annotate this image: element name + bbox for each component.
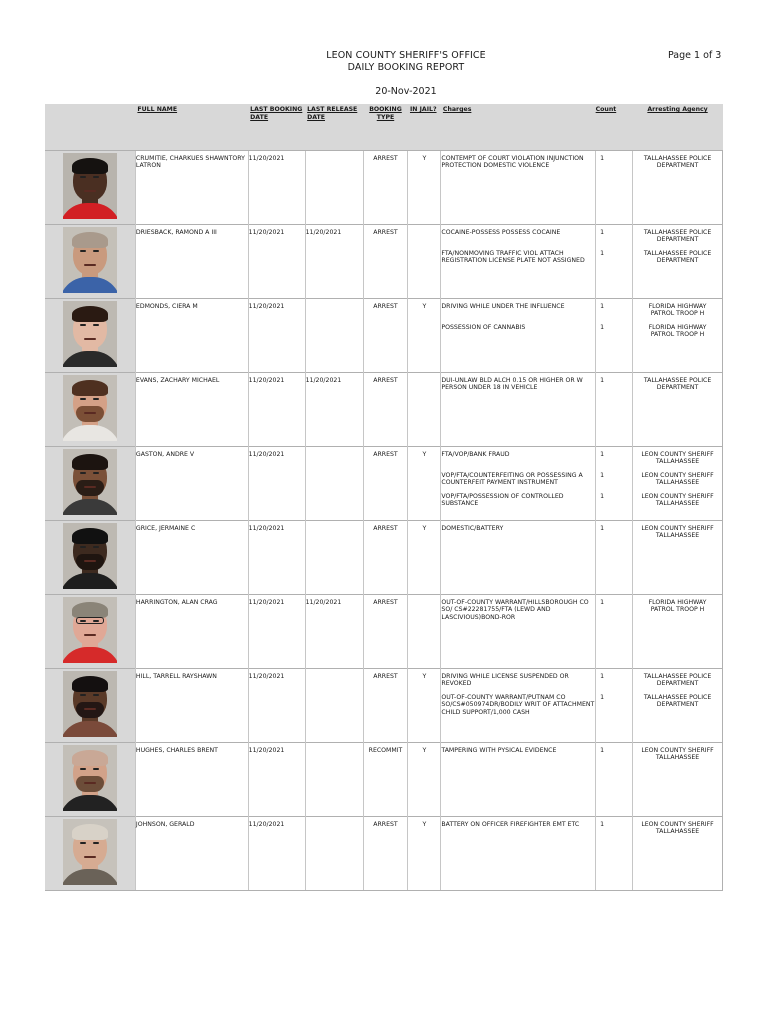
in-jail — [408, 225, 441, 299]
table-row — [45, 299, 723, 373]
charges-cell — [441, 743, 596, 817]
table-row — [45, 225, 723, 299]
table-row — [45, 447, 723, 521]
in-jail: Y — [408, 817, 441, 891]
charges-cell — [441, 669, 596, 743]
arresting-agency: LEON COUNTY SHERIFF TALLAHASSEE — [641, 747, 714, 762]
col-full-name: FULL NAME — [135, 104, 248, 151]
charge-text: OUT-OF-COUNTY WARRANT/HILLSBOROUGH CO SO/ CS#22281755/FTA (LEWD AND LASCIVIOUS)BOND-ROR — [441, 599, 589, 621]
charge-text: POSSESSION OF CANNABIS — [441, 324, 526, 331]
arresting-agency: FLORIDA HIGHWAY PATROL TROOP H — [648, 599, 707, 614]
in-jail: Y — [408, 151, 441, 225]
col-last-release-date: LAST RELEASE DATE — [305, 104, 363, 151]
mugshot-photo — [63, 375, 117, 441]
photo-column-header — [45, 104, 135, 151]
in-jail: Y — [408, 669, 441, 743]
photo-cell — [45, 447, 135, 521]
photo-cell — [45, 299, 135, 373]
report-name: DAILY BOOKING REPORT — [347, 62, 465, 73]
charge-count: 1 — [600, 747, 605, 754]
col-arresting-agency: Arresting Agency — [633, 104, 723, 151]
arresting-agency: LEON COUNTY SHERIFF TALLAHASSEE — [641, 493, 714, 508]
last-booking-date: 11/20/2021 — [248, 595, 305, 669]
charges-cell — [441, 151, 596, 225]
charge-count: 1 — [600, 673, 605, 680]
booking-type: ARREST — [363, 299, 408, 373]
charge-text: FTA/VOP/BANK FRAUD — [441, 451, 510, 458]
arresting-agency: FLORIDA HIGHWAY PATROL TROOP H — [648, 303, 707, 318]
mugshot-photo — [63, 523, 117, 589]
arresting-agency: LEON COUNTY SHERIFF TALLAHASSEE — [641, 525, 714, 540]
charge-count: 1 — [600, 377, 605, 384]
charge-text: CONTEMPT OF COURT VIOLATION INJUNCTION PROTECTION DOMESTIC VIOLENCE — [441, 155, 584, 170]
col-booking-type: BOOKING TYPE — [363, 104, 408, 151]
arresting-agency: TALLAHASSEE POLICE DEPARTMENT — [643, 673, 712, 688]
charge-text: DUI-UNLAW BLD ALCH 0.15 OR HIGHER OR W PERSON UNDER 18 IN VEHICLE — [441, 377, 583, 392]
count-cell — [596, 299, 633, 373]
full-name: GRICE, JERMAINE C — [135, 521, 248, 595]
booking-type: ARREST — [363, 373, 408, 447]
booking-type: ARREST — [363, 595, 408, 669]
photo-cell — [45, 669, 135, 743]
last-booking-date: 11/20/2021 — [248, 225, 305, 299]
arresting-agency: LEON COUNTY SHERIFF TALLAHASSEE — [641, 451, 714, 466]
charge-count: 1 — [600, 525, 605, 532]
mugshot-photo — [63, 153, 117, 219]
photo-cell — [45, 743, 135, 817]
count-cell — [596, 373, 633, 447]
last-booking-date: 11/20/2021 — [248, 373, 305, 447]
charges-cell — [441, 225, 596, 299]
table-row — [45, 373, 723, 447]
booking-type: ARREST — [363, 521, 408, 595]
photo-cell — [45, 151, 135, 225]
col-count: Count — [596, 104, 633, 151]
charge-count: 1 — [600, 155, 605, 162]
full-name: JOHNSON, GERALD — [135, 817, 248, 891]
arresting-agency: TALLAHASSEE POLICE DEPARTMENT — [643, 694, 712, 709]
charge-text: DRIVING WHILE LICENSE SUSPENDED OR REVOKED — [441, 673, 569, 688]
charge-count: 1 — [600, 250, 605, 257]
mugshot-photo — [63, 597, 117, 663]
count-cell — [596, 447, 633, 521]
booking-type: ARREST — [363, 225, 408, 299]
table-row — [45, 595, 723, 669]
photo-cell — [45, 817, 135, 891]
full-name: EDMONDS, CIERA M — [135, 299, 248, 373]
mugshot-photo — [63, 819, 117, 885]
agency-cell — [633, 225, 723, 299]
mugshot-photo — [63, 671, 117, 737]
charges-cell — [441, 817, 596, 891]
arresting-agency: LEON COUNTY SHERIFF TALLAHASSEE — [641, 472, 714, 487]
charges-cell — [441, 447, 596, 521]
charge-text: TAMPERING WITH PYSICAL EVIDENCE — [441, 747, 557, 754]
photo-cell — [45, 373, 135, 447]
charge-count: 1 — [600, 599, 605, 606]
arresting-agency: LEON COUNTY SHERIFF TALLAHASSEE — [641, 821, 714, 836]
arresting-agency: FLORIDA HIGHWAY PATROL TROOP H — [648, 324, 707, 339]
charge-text: OUT-OF-COUNTY WARRANT/PUTNAM CO SO/CS#050974DR/BODILY WRIT OF ATTACHMENT CHILD SUPPORT/1,000 CASH — [441, 694, 595, 716]
charge-count: 1 — [600, 493, 605, 500]
col-last-booking-date: LAST BOOKING DATE — [248, 104, 305, 151]
arresting-agency: TALLAHASSEE POLICE DEPARTMENT — [643, 377, 712, 392]
table-row — [45, 521, 723, 595]
full-name: CRUMITIE, CHARKUES SHAWNTORY LATRON — [135, 151, 248, 225]
photo-cell — [45, 225, 135, 299]
full-name: HUGHES, CHARLES BRENT — [135, 743, 248, 817]
agency-cell — [633, 817, 723, 891]
charge-count: 1 — [600, 303, 605, 310]
table-row — [45, 151, 723, 225]
charge-count: 1 — [600, 451, 605, 458]
office-name: LEON COUNTY SHERIFF'S OFFICE — [326, 50, 486, 61]
agency-cell — [633, 669, 723, 743]
agency-cell — [633, 521, 723, 595]
table-row — [45, 817, 723, 891]
count-cell — [596, 669, 633, 743]
in-jail — [408, 373, 441, 447]
count-cell — [596, 595, 633, 669]
in-jail: Y — [408, 447, 441, 521]
photo-cell — [45, 521, 135, 595]
charge-text: COCAINE-POSSESS POSSESS COCAINE — [441, 229, 561, 236]
last-release-date — [305, 447, 363, 521]
mugshot-photo — [63, 301, 117, 367]
arresting-agency: TALLAHASSEE POLICE DEPARTMENT — [643, 250, 712, 265]
table-header — [45, 104, 723, 151]
last-booking-date: 11/20/2021 — [248, 521, 305, 595]
charge-count: 1 — [600, 821, 605, 828]
charge-text: VOP/FTA/COUNTERFEITING OR POSSESSING A COUNTERFEIT PAYMENT INSTRUMENT — [441, 472, 583, 487]
booking-type: ARREST — [363, 669, 408, 743]
last-release-date — [305, 521, 363, 595]
count-cell — [596, 225, 633, 299]
charges-cell — [441, 595, 596, 669]
last-booking-date: 11/20/2021 — [248, 743, 305, 817]
col-in-jail: IN JAIL? — [408, 104, 441, 151]
last-booking-date: 11/20/2021 — [248, 447, 305, 521]
last-booking-date: 11/20/2021 — [248, 299, 305, 373]
agency-cell — [633, 299, 723, 373]
agency-cell — [633, 595, 723, 669]
last-release-date: 11/20/2021 — [305, 373, 363, 447]
charge-text: BATTERY ON OFFICER FIREFIGHTER EMT ETC — [441, 821, 580, 828]
last-booking-date: 11/20/2021 — [248, 817, 305, 891]
agency-cell — [633, 447, 723, 521]
report-date: 20-Nov-2021 — [375, 86, 437, 97]
last-release-date — [305, 669, 363, 743]
charge-count: 1 — [600, 324, 605, 331]
full-name: HILL, TARRELL RAYSHAWN — [135, 669, 248, 743]
count-cell — [596, 743, 633, 817]
full-name: DRIESBACK, RAMOND A III — [135, 225, 248, 299]
in-jail — [408, 595, 441, 669]
last-release-date: 11/20/2021 — [305, 225, 363, 299]
booking-type: ARREST — [363, 817, 408, 891]
full-name: EVANS, ZACHARY MICHAEL — [135, 373, 248, 447]
agency-cell — [633, 373, 723, 447]
in-jail: Y — [408, 299, 441, 373]
last-booking-date: 11/20/2021 — [248, 669, 305, 743]
booking-type: ARREST — [363, 151, 408, 225]
arresting-agency: TALLAHASSEE POLICE DEPARTMENT — [643, 155, 712, 170]
charge-text: FTA/NONMOVING TRAFFIC VIOL ATTACH REGISTRATION LICENSE PLATE NOT ASSIGNED — [441, 250, 585, 265]
mugshot-photo — [63, 745, 117, 811]
last-booking-date: 11/20/2021 — [248, 151, 305, 225]
count-cell — [596, 151, 633, 225]
last-release-date — [305, 817, 363, 891]
in-jail: Y — [408, 521, 441, 595]
in-jail: Y — [408, 743, 441, 817]
charge-count: 1 — [600, 229, 605, 236]
booking-type: ARREST — [363, 447, 408, 521]
mugshot-photo — [63, 227, 117, 293]
booking-table — [45, 104, 723, 891]
count-cell — [596, 817, 633, 891]
charges-cell — [441, 521, 596, 595]
charges-cell — [441, 373, 596, 447]
charge-count: 1 — [600, 694, 605, 701]
table-row — [45, 743, 723, 817]
charge-count: 1 — [600, 472, 605, 479]
charge-text: VOP/FTA/POSSESSION OF CONTROLLED SUBSTANCE — [441, 493, 564, 508]
full-name: HARRINGTON, ALAN CRAG — [135, 595, 248, 669]
agency-cell — [633, 743, 723, 817]
charge-text: DRIVING WHILE UNDER THE INFLUENCE — [441, 303, 565, 310]
last-release-date — [305, 299, 363, 373]
mugshot-photo — [63, 449, 117, 515]
last-release-date: 11/20/2021 — [305, 595, 363, 669]
arresting-agency: TALLAHASSEE POLICE DEPARTMENT — [643, 229, 712, 244]
col-charges: Charges — [441, 104, 596, 151]
last-release-date — [305, 151, 363, 225]
agency-cell — [633, 151, 723, 225]
booking-type: RECOMMIT — [363, 743, 408, 817]
count-cell — [596, 521, 633, 595]
full-name: GASTON, ANDRE V — [135, 447, 248, 521]
charges-cell — [441, 299, 596, 373]
last-release-date — [305, 743, 363, 817]
page-number: Page 1 of 3 — [668, 50, 722, 61]
report-heading — [0, 50, 768, 74]
charge-text: DOMESTIC/BATTERY — [441, 525, 504, 532]
table-row — [45, 669, 723, 743]
photo-cell — [45, 595, 135, 669]
